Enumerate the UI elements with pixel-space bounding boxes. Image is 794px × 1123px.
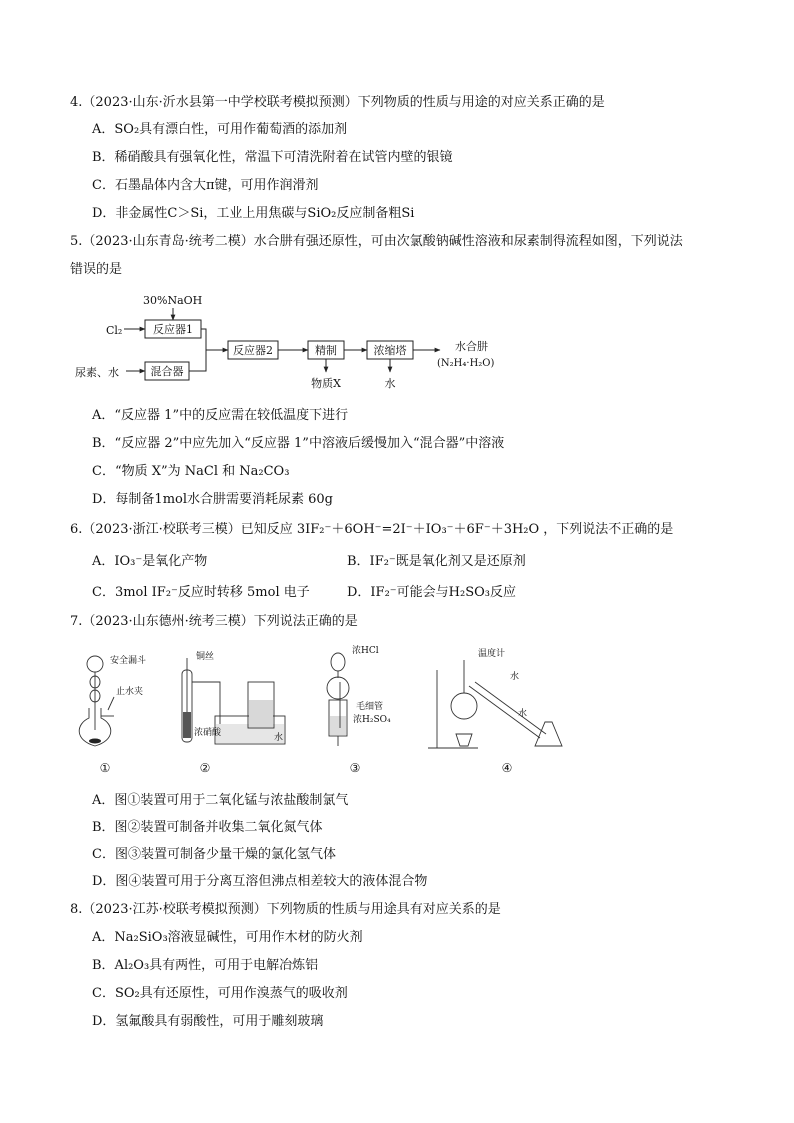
flow-concentrator-label: 浓缩塔 <box>373 344 407 357</box>
q8-option-b: B．Al₂O₃具有两性，可用于电解冶炼铝 <box>92 958 319 973</box>
q5-option-d: D．每制备1mol水合肼需要消耗尿素 60g <box>92 492 334 507</box>
q5-flow-diagram <box>70 288 530 392</box>
q7-option-b: B．图②装置可制备并收集二氧化氮气体 <box>92 820 323 835</box>
q7-apparatus-figure <box>70 642 570 782</box>
nitric-acid-label: 浓硝酸 <box>194 728 222 738</box>
q4-option-b: B．稀硝酸具有强氧化性，常温下可清洗附着在试管内壁的银镜 <box>92 150 453 165</box>
q7-option-c: C．图③装置可制备少量干燥的氯化氢气体 <box>92 847 336 862</box>
q5-stem-line1: 5.（2023·山东青岛·统考二模）水合肼有强还原性，可由次氯酸钠碱性溶液和尿素制得流程如图，下列说法 <box>70 234 683 249</box>
flow-product-label: 水合肼 <box>455 340 488 353</box>
flow-urea-label: 尿素、水 <box>75 366 119 379</box>
clamp-label: 止水夹 <box>116 687 144 697</box>
q6-option-a: A．IO₃⁻是氧化产物 <box>92 554 208 569</box>
apparatus-4 <box>428 647 562 748</box>
flow-mixer-label: 混合器 <box>150 365 184 378</box>
q4-option-c: C．石墨晶体内含大π键，可用作润滑剂 <box>92 178 319 193</box>
thermometer-label: 温度计 <box>478 649 506 659</box>
fig-num-2: ② <box>199 761 211 775</box>
q8-option-d: D．氢氟酸具有弱酸性，可用于雕刻玻璃 <box>92 1014 324 1029</box>
q6-option-b: B．IF₂⁻既是氧化剂又是还原剂 <box>347 554 526 569</box>
q6-option-d: D．IF₂⁻可能会与H₂SO₃反应 <box>347 585 516 600</box>
copper-wire-label: 铜丝 <box>196 652 215 662</box>
capillary-label: 毛细管 <box>356 702 384 712</box>
flow-naoh-label: 30%NaOH <box>143 294 203 307</box>
q8-option-c: C．SO₂具有还原性，可用作溴蒸气的吸收剂 <box>92 986 348 1001</box>
q7-stem: 7.（2023·山东德州·统考三模）下列说法正确的是 <box>70 614 358 629</box>
q8-option-a: A．Na₂SiO₃溶液显碱性，可用作木材的防火剂 <box>92 930 363 945</box>
q7-option-a: A．图①装置可用于二氧化锰与浓盐酸制氯气 <box>92 793 349 808</box>
q5-option-a: A．“反应器 1”中的反应需在较低温度下进行 <box>92 408 349 423</box>
safety-funnel-label: 安全漏斗 <box>110 656 147 666</box>
q5-option-b: B．“反应器 2”中应先加入“反应器 1”中溶液后缓慢加入“混合器”中溶液 <box>92 436 505 451</box>
conc-hcl-label: 浓HCl <box>352 646 379 656</box>
fig-num-1: ① <box>99 761 111 775</box>
q7-option-d: D．图④装置可用于分离互溶但沸点相差较大的液体混合物 <box>92 874 428 889</box>
q4-stem: 4.（2023·山东·沂水县第一中学校联考模拟预测）下列物质的性质与用途的对应关系正确的是 <box>70 95 605 110</box>
q6-option-c: C．3mol IF₂⁻反应时转移 5mol 电子 <box>92 585 310 600</box>
flow-reactor1-label: 反应器1 <box>153 323 193 336</box>
flow-reactor2-label: 反应器2 <box>233 344 273 357</box>
q5-stem-line2: 错误的是 <box>70 262 123 277</box>
water-label-2: 水 <box>274 733 284 743</box>
q4-option-d: D．非金属性C＞Si，工业上用焦碳与SiO₂反应制备粗Si <box>92 206 415 221</box>
fig-num-3: ③ <box>349 761 361 775</box>
flow-cl2-label: Cl₂ <box>106 324 123 337</box>
q6-stem: 6.（2023·浙江·校联考三模）已知反应 3IF₂⁻＋6OH⁻=2I⁻＋IO₃⁻＋6F⁻＋3H₂O ，下列说法不正确的是 <box>70 522 674 537</box>
water-out-label: 水 <box>518 709 528 719</box>
apparatus-2 <box>182 650 285 744</box>
flow-water-label: 水 <box>384 377 396 390</box>
flow-refine-label: 精制 <box>315 344 337 357</box>
flow-x-label: 物质X <box>311 377 341 390</box>
conc-h2so4-label: 浓H₂SO₄ <box>353 715 391 725</box>
q5-option-c: C．“物质 X”为 NaCl 和 Na₂CO₃ <box>92 464 290 479</box>
apparatus-1 <box>79 654 146 746</box>
q4-option-a: A．SO₂具有漂白性，可用作葡萄酒的添加剂 <box>92 122 348 137</box>
q8-stem: 8.（2023·江苏·校联考模拟预测）下列物质的性质与用途具有对应关系的是 <box>70 902 501 917</box>
water-in-label: 水 <box>510 672 520 682</box>
fig-num-4: ④ <box>501 761 513 775</box>
apparatus-3 <box>327 644 391 746</box>
flow-product-formula: (N₂H₄·H₂O) <box>437 358 495 369</box>
